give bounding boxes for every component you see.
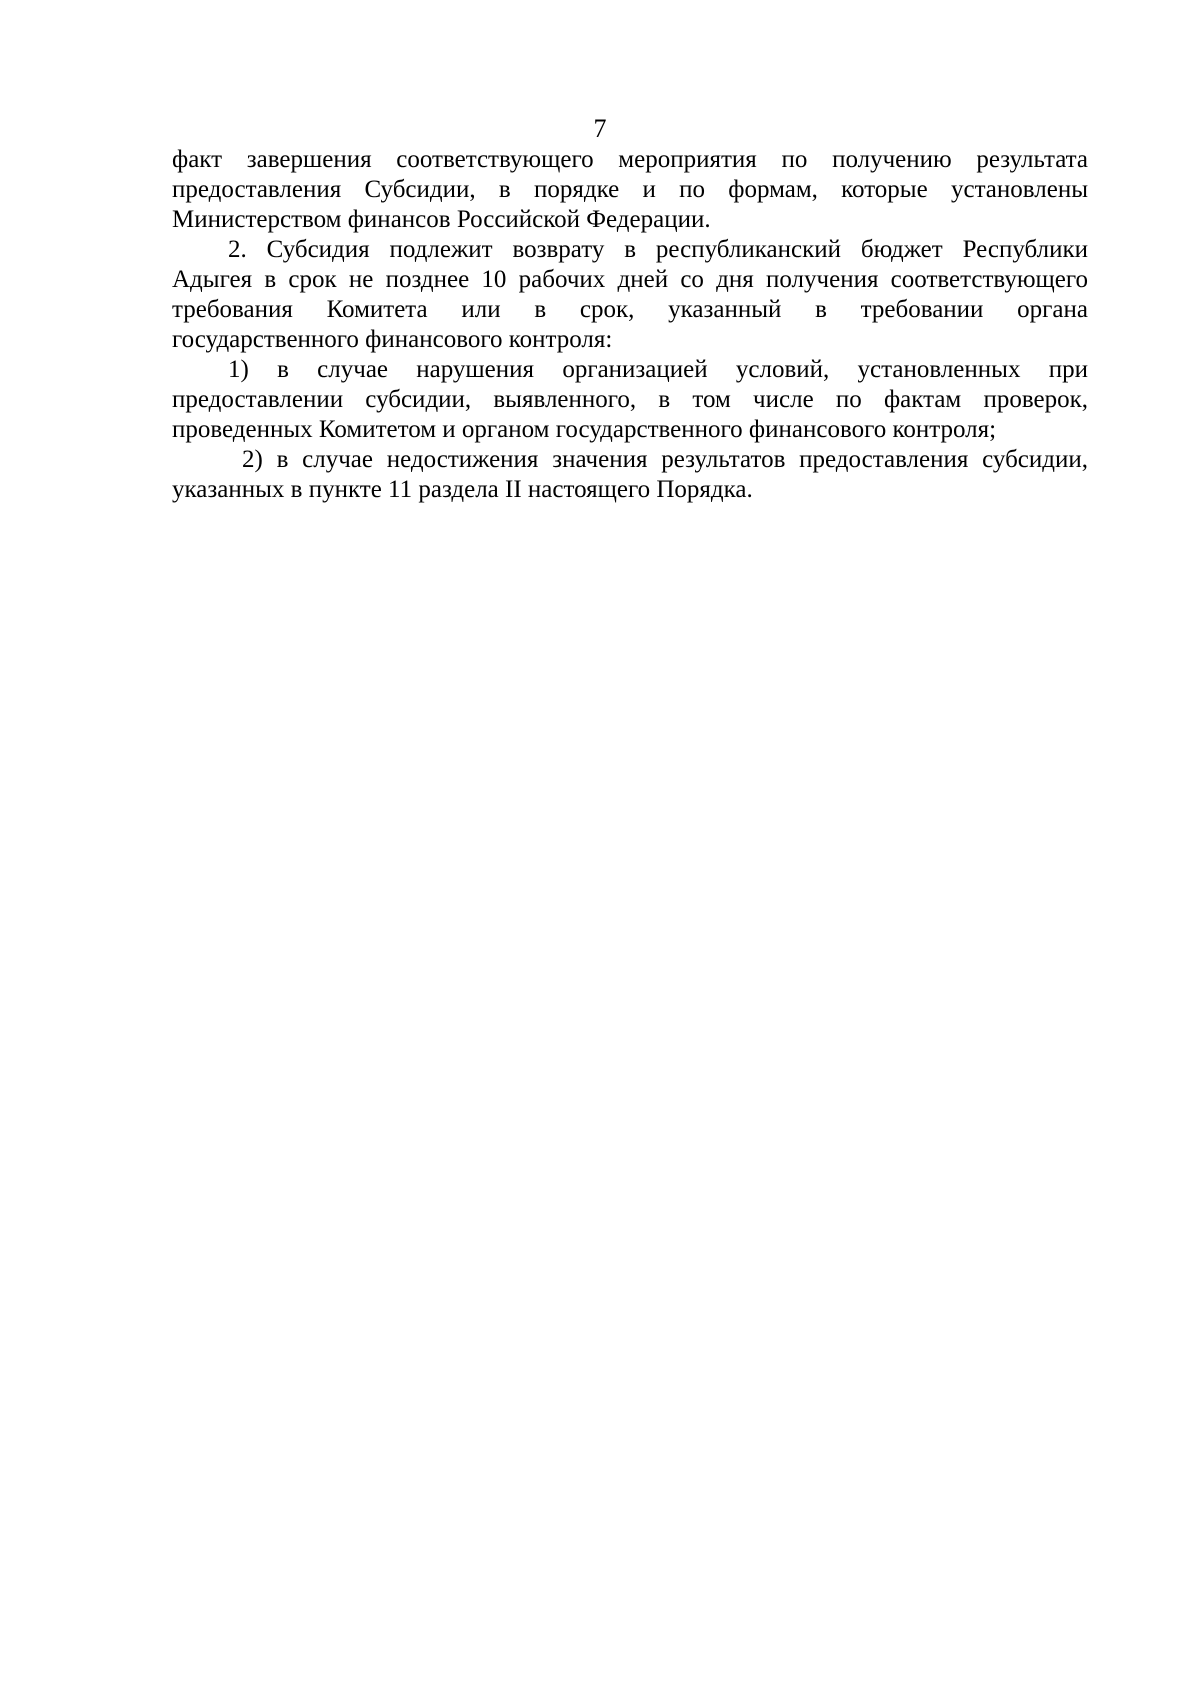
text-line: факт завершения соответствующего мероприятия по получению результата: [172, 146, 1088, 173]
text-line: указанных в пункте 11 раздела II настоящего Порядка.: [172, 476, 753, 503]
text-line: проведенных Комитетом и органом государственного финансового контроля;: [172, 416, 997, 443]
text-line: 1) в случае нарушения организацией условий, установленных при: [228, 356, 1088, 383]
text-line: предоставлении субсидии, выявленного, в том числе по фактам проверок,: [172, 386, 1088, 413]
paragraph-item-2: [172, 235, 1088, 355]
paragraph-subitem-2: [172, 445, 1088, 505]
text-line: Адыгея в срок не позднее 10 рабочих дней со дня получения соответствующего: [172, 266, 1088, 293]
document-body: [172, 145, 1088, 505]
text-line: 2. Субсидия подлежит возврату в республиканский бюджет Республики: [228, 236, 1088, 263]
text-line: предоставления Субсидии, в порядке и по формам, которые установлены: [172, 176, 1088, 203]
paragraph-continuation: [172, 145, 1088, 235]
paragraph-subitem-1: [172, 355, 1088, 445]
text-line: государственного финансового контроля:: [172, 326, 613, 353]
text-line: 2) в случае недостижения значения результатов предоставления субсидии,: [242, 446, 1088, 473]
text-line: Министерством финансов Российской Федерации.: [172, 206, 711, 233]
text-line: требования Комитета или в срок, указанный в требовании органа: [172, 296, 1088, 323]
page-number: 7: [593, 114, 607, 143]
